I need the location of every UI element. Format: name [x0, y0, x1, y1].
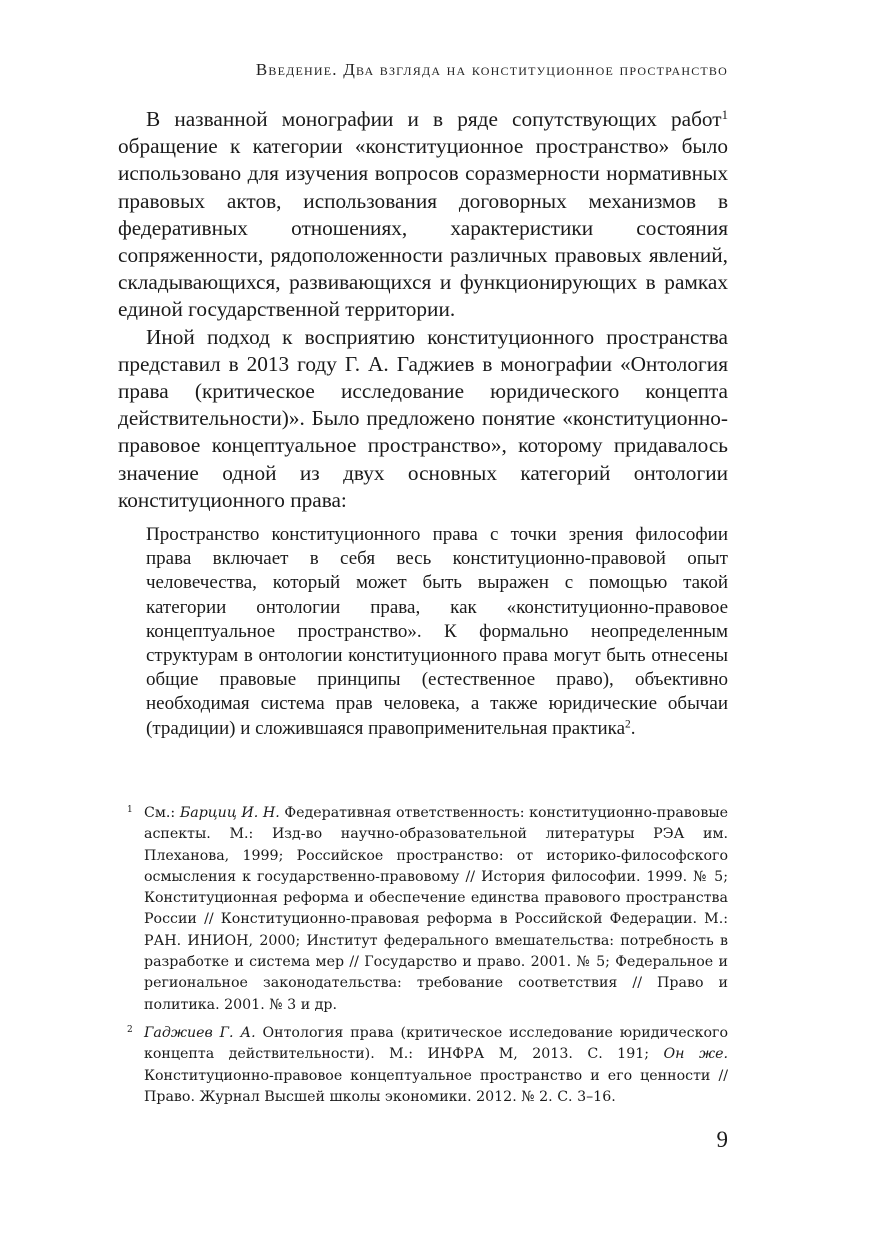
paragraph-2: Иной подход к восприятию конституционного пространства представил в 2013 году Г. А. Гаджиев в монографии «Онтология права (критическое исследование юридического концепта действительности)». Было предложено понятие «конституционно-правовое концептуальное пространство», которому придавалось значение одной из двух основных категорий онтологии конституционного права: — [118, 324, 728, 512]
footnote-2 — [118, 1023, 728, 1108]
main-text — [118, 106, 728, 514]
footnote-2-ibid: Он же. — [663, 1046, 728, 1063]
footnote-2-author: Гаджиев Г. А. — [144, 1024, 256, 1041]
block-quote — [146, 523, 728, 741]
footnote-ref-2[interactable]: 2 — [625, 718, 631, 731]
quote-end: . — [630, 717, 636, 739]
running-head: Введение. Два взгляда на конституционное пространство — [255, 60, 728, 79]
footnote-ref-1[interactable]: 1 — [721, 107, 728, 122]
page-number: 9 — [716, 1127, 728, 1152]
book-page — [118, 0, 728, 1241]
paragraph-1 — [118, 106, 728, 324]
paragraph-1-text: В названной монографии и в ряде сопутствующих работ — [146, 107, 722, 131]
quote-body: Пространство конституционного права с точки зрения философии права включает в себя весь конституционно-правовой опыт человечества, который может быть выражен с помощью такой категории онтологии права, как «конституционно-правовое концептуальное пространство». К формально неопределенным структурам в онтологии конституционного права могут быть отнесены общие правовые принципы (естественное право), объективно необходимая система прав человека, а также юридические обычаи (традиции) и сложившаяся правоприменительная практика — [146, 524, 728, 739]
quote-text — [146, 523, 728, 741]
footnotes — [118, 803, 728, 1115]
footnote-1 — [118, 803, 728, 1016]
footnote-1-author: Барциц И. Н. — [179, 805, 280, 821]
footnote-1-text: Федеративная ответственность: конституционно-правовые аспекты. М.: Изд-во научно-образовательной литературы РЭА им. Плеханова, 1999; Российское пространство: от историко-философского осмысления к государственно-правовому // История философии. 1999. № 5; Конституционная реформа и обеспечение единства правового пространства России // Конституционно-правовая реформа в Российской Федерации. М.: РАН. ИНИОН, 2000; Институт федерального вмешательства: потребность в разработке и система мер // Государство и право. 2001. № 5; Федеральное и региональное законодательства: требование соответствия // Право и политика. 2001. № 3 и др. — [144, 805, 729, 1013]
footnote-2-text-2: Конституционно-правовое концептуальное пространство и его ценности // Право. Журнал Высшей школы экономики. 2012. № 2. С. 3–16. — [144, 1067, 728, 1105]
footnote-mark-2: 2 — [127, 1024, 133, 1035]
footnote-1-prefix: См.: — [144, 805, 180, 821]
footnote-mark-1: 1 — [127, 805, 133, 815]
footnote-2-text-1: Онтология права (критическое исследование юридического концепта действительности). М.: ИНФРА М, 2013. С. 191; — [144, 1024, 728, 1063]
paragraph-1-text-cont: обращение к категории «конституционное пространство» было использовано для изучения вопросов соразмерности нормативных правовых актов, использования договорных механизмов в федеративных отношениях, характеристики состояния сопряженности, рядоположенности различных правовых явлений, складывающихся, развивающихся и функционирующих в рамках единой государственной территории. — [118, 134, 728, 322]
